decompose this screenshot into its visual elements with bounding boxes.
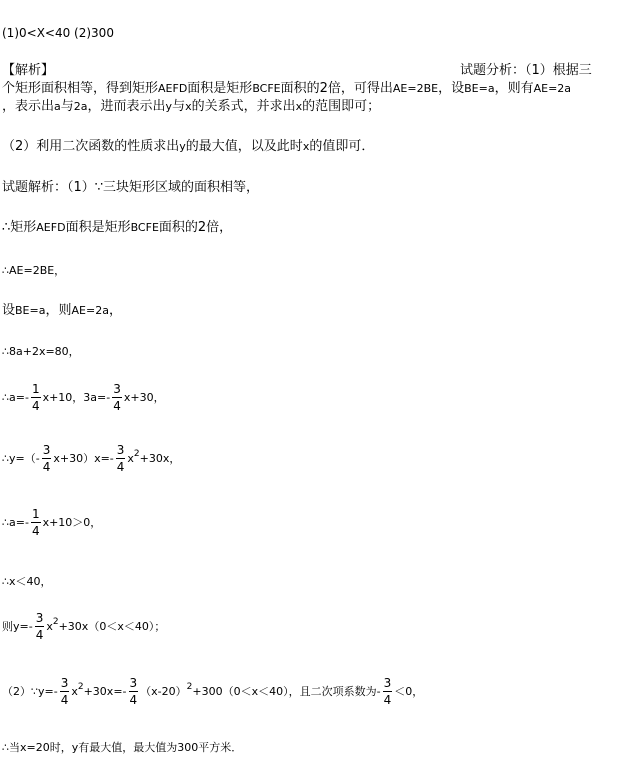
analysis-head: 试题分析：（1）根据三 [460,63,592,78]
fraction-three-quarter: $\frac{3}{4}$ [35,611,44,642]
fraction-three-quarter: $\frac{3}{4}$ [60,676,69,707]
solution-line-5: ∴8a+2x=80， [2,345,80,358]
solution-line-10: 则y=- $\frac{3}{4}$ $x^2+30x(0<x<40)$； [2,611,166,642]
fraction-three-quarter: $\frac{3}{4}$ [42,443,51,474]
analysis-line-3: ，表示出a与2a，进而表示出y与x的关系式，并求出x的范围即可； [2,99,381,114]
answer-line: (1)0<X<40 (2)300 [2,26,114,40]
solution-line-11: （2）∵y=- $\frac{3}{4}$ $x^2+30x=-$ $\frac{3}{4}$ $(x-20)^2+300(0<x<40)$，且二次项系数为- $\frac{3}{4}$ ＜0， [2,676,424,707]
solution-line-7: ∴y=（- $\frac{3}{4}$ x+30）x=- $\frac{3}{4}$ $x^2+30x$， [2,443,181,474]
jiexi-label: 【解析】 [2,63,55,78]
solution-line-2: ∴矩形AEFD面积是矩形BCFE面积的2倍， [2,220,233,235]
solution-line-8: ∴a=- $\frac{1}{4}$ x+10＞0， [2,507,102,538]
fraction-three-quarter: $\frac{3}{4}$ [129,676,138,707]
solution-line-3: ∴AE=2BE， [2,264,66,277]
solution-line-12: ∴当x=20时，y有最大值，最大值为300平方米． [2,741,243,754]
solution-line-1: 试题解析：（1）∵三块矩形区域的面积相等， [2,180,260,195]
fraction-one-quarter: $\frac{1}{4}$ [31,507,40,538]
fraction-three-quarter: $\frac{3}{4}$ [383,676,392,707]
fraction-three-quarter: $\frac{3}{4}$ [116,443,125,474]
analysis-line-2: 个矩形面积相等，得到矩形AEFD面积是矩形BCFE面积的2倍，可得出AE=2BE，设BE=a，则有AE=2a [2,81,572,96]
solution-line-4: 设BE=a，则AE=2a， [2,303,122,318]
solution-line-6: ∴a=- $\frac{1}{4}$ x+10，3a=- $\frac{3}{4}$ x+30， [2,382,165,413]
fraction-one-quarter: $\frac{1}{4}$ [31,382,40,413]
analysis-part-2: （2）利用二次函数的性质求出y的最大值，以及此时x的值即可． [2,139,375,154]
solution-line-9: ∴x＜40， [2,575,52,588]
fraction-three-quarter: $\frac{3}{4}$ [113,382,121,413]
